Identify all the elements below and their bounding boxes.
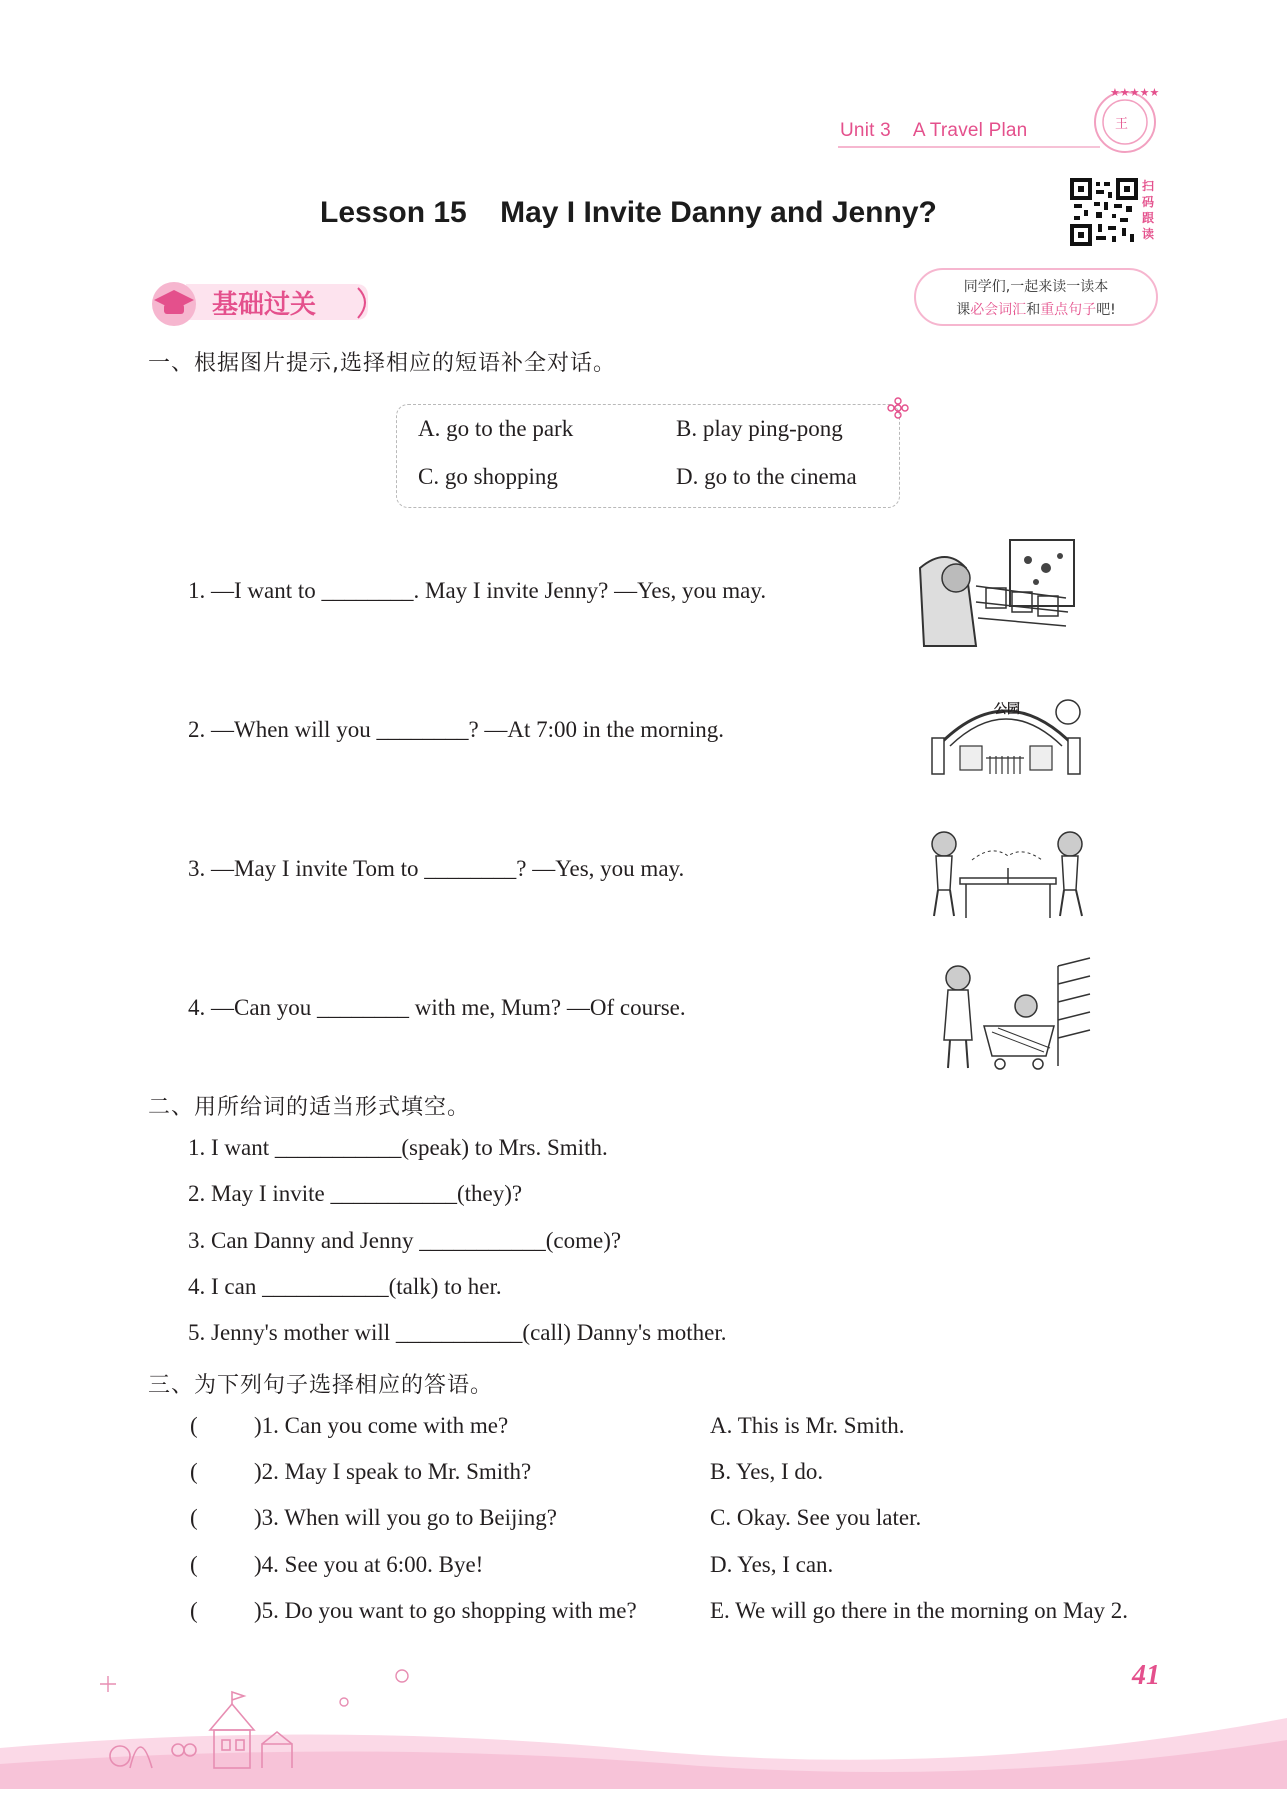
svg-text:王: 王 (1115, 117, 1129, 132)
cinema-picture (916, 538, 1078, 650)
unit-label: Unit 3 (840, 120, 891, 141)
unit-title: A Travel Plan (912, 120, 1028, 141)
s3-answer-c: C. Okay. See you later. (710, 1505, 922, 1530)
read-line2-a: 课 (956, 302, 971, 318)
read-along-line-1: 同学们,一起来读一读本 (963, 279, 1109, 295)
seal-emblem-icon (1088, 82, 1162, 156)
s2-item-3: 3. Can Danny and Jenny ___________(come)? (188, 1228, 622, 1253)
option-a: A. go to the park (418, 416, 574, 441)
s1-question-2: 2. —When will you ________? —At 7:00 in the morning. (188, 717, 724, 742)
s1-question-1: 1. —I want to ________. May I invite Jenny? —Yes, you may. (188, 578, 767, 603)
section-1-heading: 一、根据图片提示,选择相应的短语补全对话。 (148, 351, 616, 376)
options-flower-icon (886, 396, 910, 424)
park-sign: 公园 (994, 702, 1021, 717)
s3-answer-b: B. Yes, I do. (710, 1459, 824, 1484)
read-line2-d: 重点句子 (1040, 302, 1097, 318)
s3-question-4: )4. See you at 6:00. Bye! (254, 1552, 484, 1577)
s1-question-4: 4. —Can you ________ with me, Mum? —Of course. (188, 995, 686, 1020)
lesson-title: Lesson 15 May I Invite Danny and Jenny? (320, 196, 937, 229)
s2-item-1: 1. I want ___________(speak) to Mrs. Smith. (188, 1135, 608, 1160)
park-picture (918, 686, 1094, 776)
s3-answer-paren[interactable]: ( (190, 1552, 198, 1577)
header-seal (1088, 82, 1162, 156)
s3-answer-paren[interactable]: ( (190, 1505, 198, 1530)
s2-item-4: 4. I can ___________(talk) to her. (188, 1274, 502, 1299)
read-line2-c: 和 (1026, 302, 1041, 318)
flower-doodle-icon (100, 1670, 408, 1706)
s3-question-5: )5. Do you want to go shopping with me? (254, 1598, 637, 1623)
s3-answer-paren[interactable]: ( (190, 1598, 198, 1623)
s2-item-2: 2. May I invite ___________(they)? (188, 1181, 523, 1206)
section-2-heading: 二、用所给词的适当形式填空。 (148, 1095, 471, 1120)
option-b: B. play ping-pong (676, 416, 843, 441)
s3-answer-paren[interactable]: ( (190, 1413, 198, 1438)
page-number: 41 (1132, 1660, 1160, 1691)
shopping-picture (934, 956, 1094, 1076)
option-c: C. go shopping (418, 464, 558, 489)
s2-item-5: 5. Jenny's mother will ___________(call) Danny's mother. (188, 1320, 727, 1345)
unit-underline (838, 146, 1100, 148)
s3-answer-a: A. This is Mr. Smith. (710, 1413, 905, 1438)
read-along-text (924, 276, 1148, 322)
graduation-cap-icon (152, 282, 196, 326)
s1-question-3: 3. —May I invite Tom to ________? —Yes, you may. (188, 856, 685, 881)
read-line2-e: 吧! (1096, 302, 1116, 318)
s3-answer-paren[interactable]: ( (190, 1459, 198, 1484)
s3-question-3: )3. When will you go to Beijing? (254, 1505, 558, 1530)
svg-text:★★★★★: ★★★★★ (1110, 86, 1160, 99)
unit-heading (840, 120, 1027, 142)
qr-code-icon[interactable] (1070, 178, 1138, 246)
s3-question-1: )1. Can you come with me? (254, 1413, 509, 1438)
section-3-heading: 三、为下列句子选择相应的答语。 (148, 1373, 494, 1398)
footer-decoration (0, 1640, 1287, 1789)
s3-answer-e: E. We will go there in the morning on May 2. (710, 1598, 1129, 1623)
s3-answer-d: D. Yes, I can. (710, 1552, 834, 1577)
read-along-line-2 (924, 299, 1148, 322)
read-line2-b: 必会词汇 (970, 302, 1027, 318)
section-badge-label: 基础过关 (212, 290, 317, 320)
scan-label: 扫码跟读 (1142, 179, 1155, 241)
s3-question-2: )2. May I speak to Mr. Smith? (254, 1459, 532, 1484)
option-d: D. go to the cinema (676, 464, 857, 489)
ping-pong-picture (922, 826, 1094, 920)
